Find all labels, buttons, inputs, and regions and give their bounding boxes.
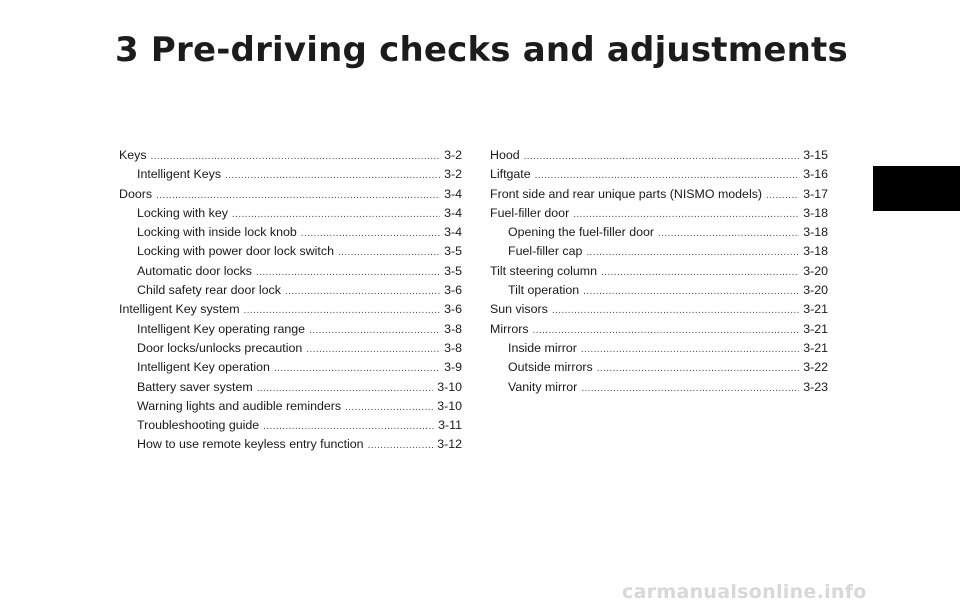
toc-entry-title: Fuel-filler door [490,205,570,220]
toc-entry-page: 3-20 [803,283,828,298]
toc-entry-page: 3-8 [444,340,462,355]
dot-leader [601,263,799,281]
toc-entry-title: Child safety rear door lock [137,283,281,298]
dot-leader [583,282,799,300]
dot-leader [232,205,440,223]
watermark-text: carmanualsonline.info [622,581,867,603]
dot-leader [535,166,800,184]
toc-entry-title: Locking with inside lock knob [137,225,297,240]
toc-entry-page: 3-22 [803,360,828,375]
toc-entry[interactable] [119,378,462,397]
toc-entry-page: 3-10 [437,379,462,394]
toc-entry[interactable] [119,185,462,204]
toc-entry[interactable] [119,300,462,319]
toc-entry-title: Intelligent Key operation [137,360,270,375]
toc-entry-title: Doors [119,186,153,201]
toc-entry[interactable] [490,281,828,300]
toc-entry[interactable] [490,204,828,223]
dot-leader [156,186,440,204]
toc-entry[interactable] [490,339,828,358]
toc-entry-title: Intelligent Key system [119,302,240,317]
toc-entry-page: 3-8 [444,321,462,336]
toc-entry[interactable] [119,397,462,416]
toc-entry-title: Keys [119,148,147,162]
toc-entry-title: Locking with power door lock switch [137,244,334,259]
toc-entry[interactable] [119,204,462,223]
toc-entry[interactable] [490,358,828,377]
toc-entry-page: 3-2 [444,148,462,162]
toc-entry[interactable] [490,146,828,165]
dot-leader [597,359,800,377]
toc-entry-page: 3-5 [444,244,462,259]
toc-entry-page: 3-21 [803,321,828,336]
toc-entry-title: Hood [490,148,520,162]
toc-entry-page: 3-10 [437,398,462,413]
dot-leader [244,301,441,319]
toc-entry-title: Mirrors [490,321,529,336]
toc-entry-page: 3-4 [444,205,462,220]
toc-entry-title: Tilt steering column [490,263,597,278]
toc-entry-page: 3-5 [444,263,462,278]
toc-entry-page: 3-18 [803,244,828,259]
dot-leader [552,301,799,319]
dot-leader [257,379,434,397]
toc-entry-title: Intelligent Key operating range [137,321,306,336]
toc-entry-title: Sun visors [490,302,548,317]
toc-entry-page: 3-16 [803,167,828,182]
toc-entry-title: Automatic door locks [137,263,253,278]
dot-leader [766,186,799,204]
toc-entry[interactable] [490,320,828,339]
toc-entry[interactable] [119,223,462,242]
dot-leader [263,417,434,435]
dot-leader [581,340,799,358]
dot-leader [225,166,440,184]
toc-entry-title: Intelligent Keys [137,167,222,182]
toc-entry[interactable] [119,242,462,261]
toc-entry[interactable] [490,262,828,281]
chapter-thumb-tab [873,166,960,211]
dot-leader [301,224,440,242]
toc-entry[interactable] [490,300,828,319]
dot-leader [368,436,434,454]
toc-entry-title: Vanity mirror [508,379,578,394]
toc-entry-page: 3-6 [444,283,462,298]
chapter-title: 3 Pre-driving checks and adjustments [115,30,848,70]
toc-entry-page: 3-15 [803,148,828,162]
toc-entry[interactable] [490,378,828,397]
dot-leader [306,340,440,358]
toc-entry-page: 3-9 [444,360,462,375]
toc-entry-page: 3-20 [803,263,828,278]
dot-leader [345,398,433,416]
toc-entry-page: 3-21 [803,340,828,355]
toc-entry[interactable] [490,223,828,242]
toc-entry-page: 3-23 [803,379,828,394]
dot-leader [151,147,441,165]
toc-entry[interactable] [119,262,462,281]
toc-entry-page: 3-4 [444,186,462,201]
toc-entry[interactable] [490,185,828,204]
toc-entry-page: 3-4 [444,225,462,240]
toc-entry[interactable] [119,281,462,300]
dot-leader [586,243,799,261]
toc-entry-page: 3-11 [438,418,462,433]
toc-entry-title: Locking with key [137,205,228,220]
toc-entry[interactable] [119,165,462,184]
toc-entry-page: 3-17 [803,186,828,201]
toc-entry-page: 3-18 [803,205,828,220]
toc-entry-title: Front side and rear unique parts (NISMO models) [490,186,763,201]
toc-entry-title: Battery saver system [137,379,253,394]
toc-entry[interactable] [119,416,462,435]
dot-leader [256,263,440,281]
toc-entry-title: Tilt operation [508,283,580,298]
toc-entry-title: Warning lights and audible reminders [137,398,342,413]
dot-leader [338,243,440,261]
toc-entry-title: Outside mirrors [508,360,593,375]
toc-entry-title: How to use remote keyless entry function [137,437,364,452]
toc-entry-page: 3-18 [803,225,828,240]
toc-left-column [119,146,462,455]
toc-entry[interactable] [119,320,462,339]
toc-entry-title: Opening the fuel-filler door [508,225,655,240]
toc-entry[interactable] [490,242,828,261]
toc-entry-title: Fuel-filler cap [508,244,583,259]
toc-entry-title: Door locks/unlocks precaution [137,340,303,355]
toc-entry-page: 3-12 [437,437,462,452]
toc-entry[interactable] [119,339,462,358]
toc-entry-page: 3-2 [444,167,462,182]
toc-entry[interactable] [119,435,462,454]
toc-entry-title: Liftgate [490,167,531,182]
dot-leader [658,224,799,242]
dot-leader [285,282,440,300]
toc-entry-title: Inside mirror [508,340,577,355]
dot-leader [274,359,440,377]
dot-leader [581,379,799,397]
dot-leader [533,321,800,339]
dot-leader [524,147,800,165]
toc-entry[interactable] [119,146,462,165]
dot-leader [573,205,799,223]
toc-entry-title: Troubleshooting guide [137,418,260,433]
toc-right-column [490,146,828,397]
toc-entry[interactable] [119,358,462,377]
toc-entry-page: 3-6 [444,302,462,317]
toc-entry-page: 3-21 [803,302,828,317]
toc-entry[interactable] [490,165,828,184]
dot-leader [309,321,440,339]
